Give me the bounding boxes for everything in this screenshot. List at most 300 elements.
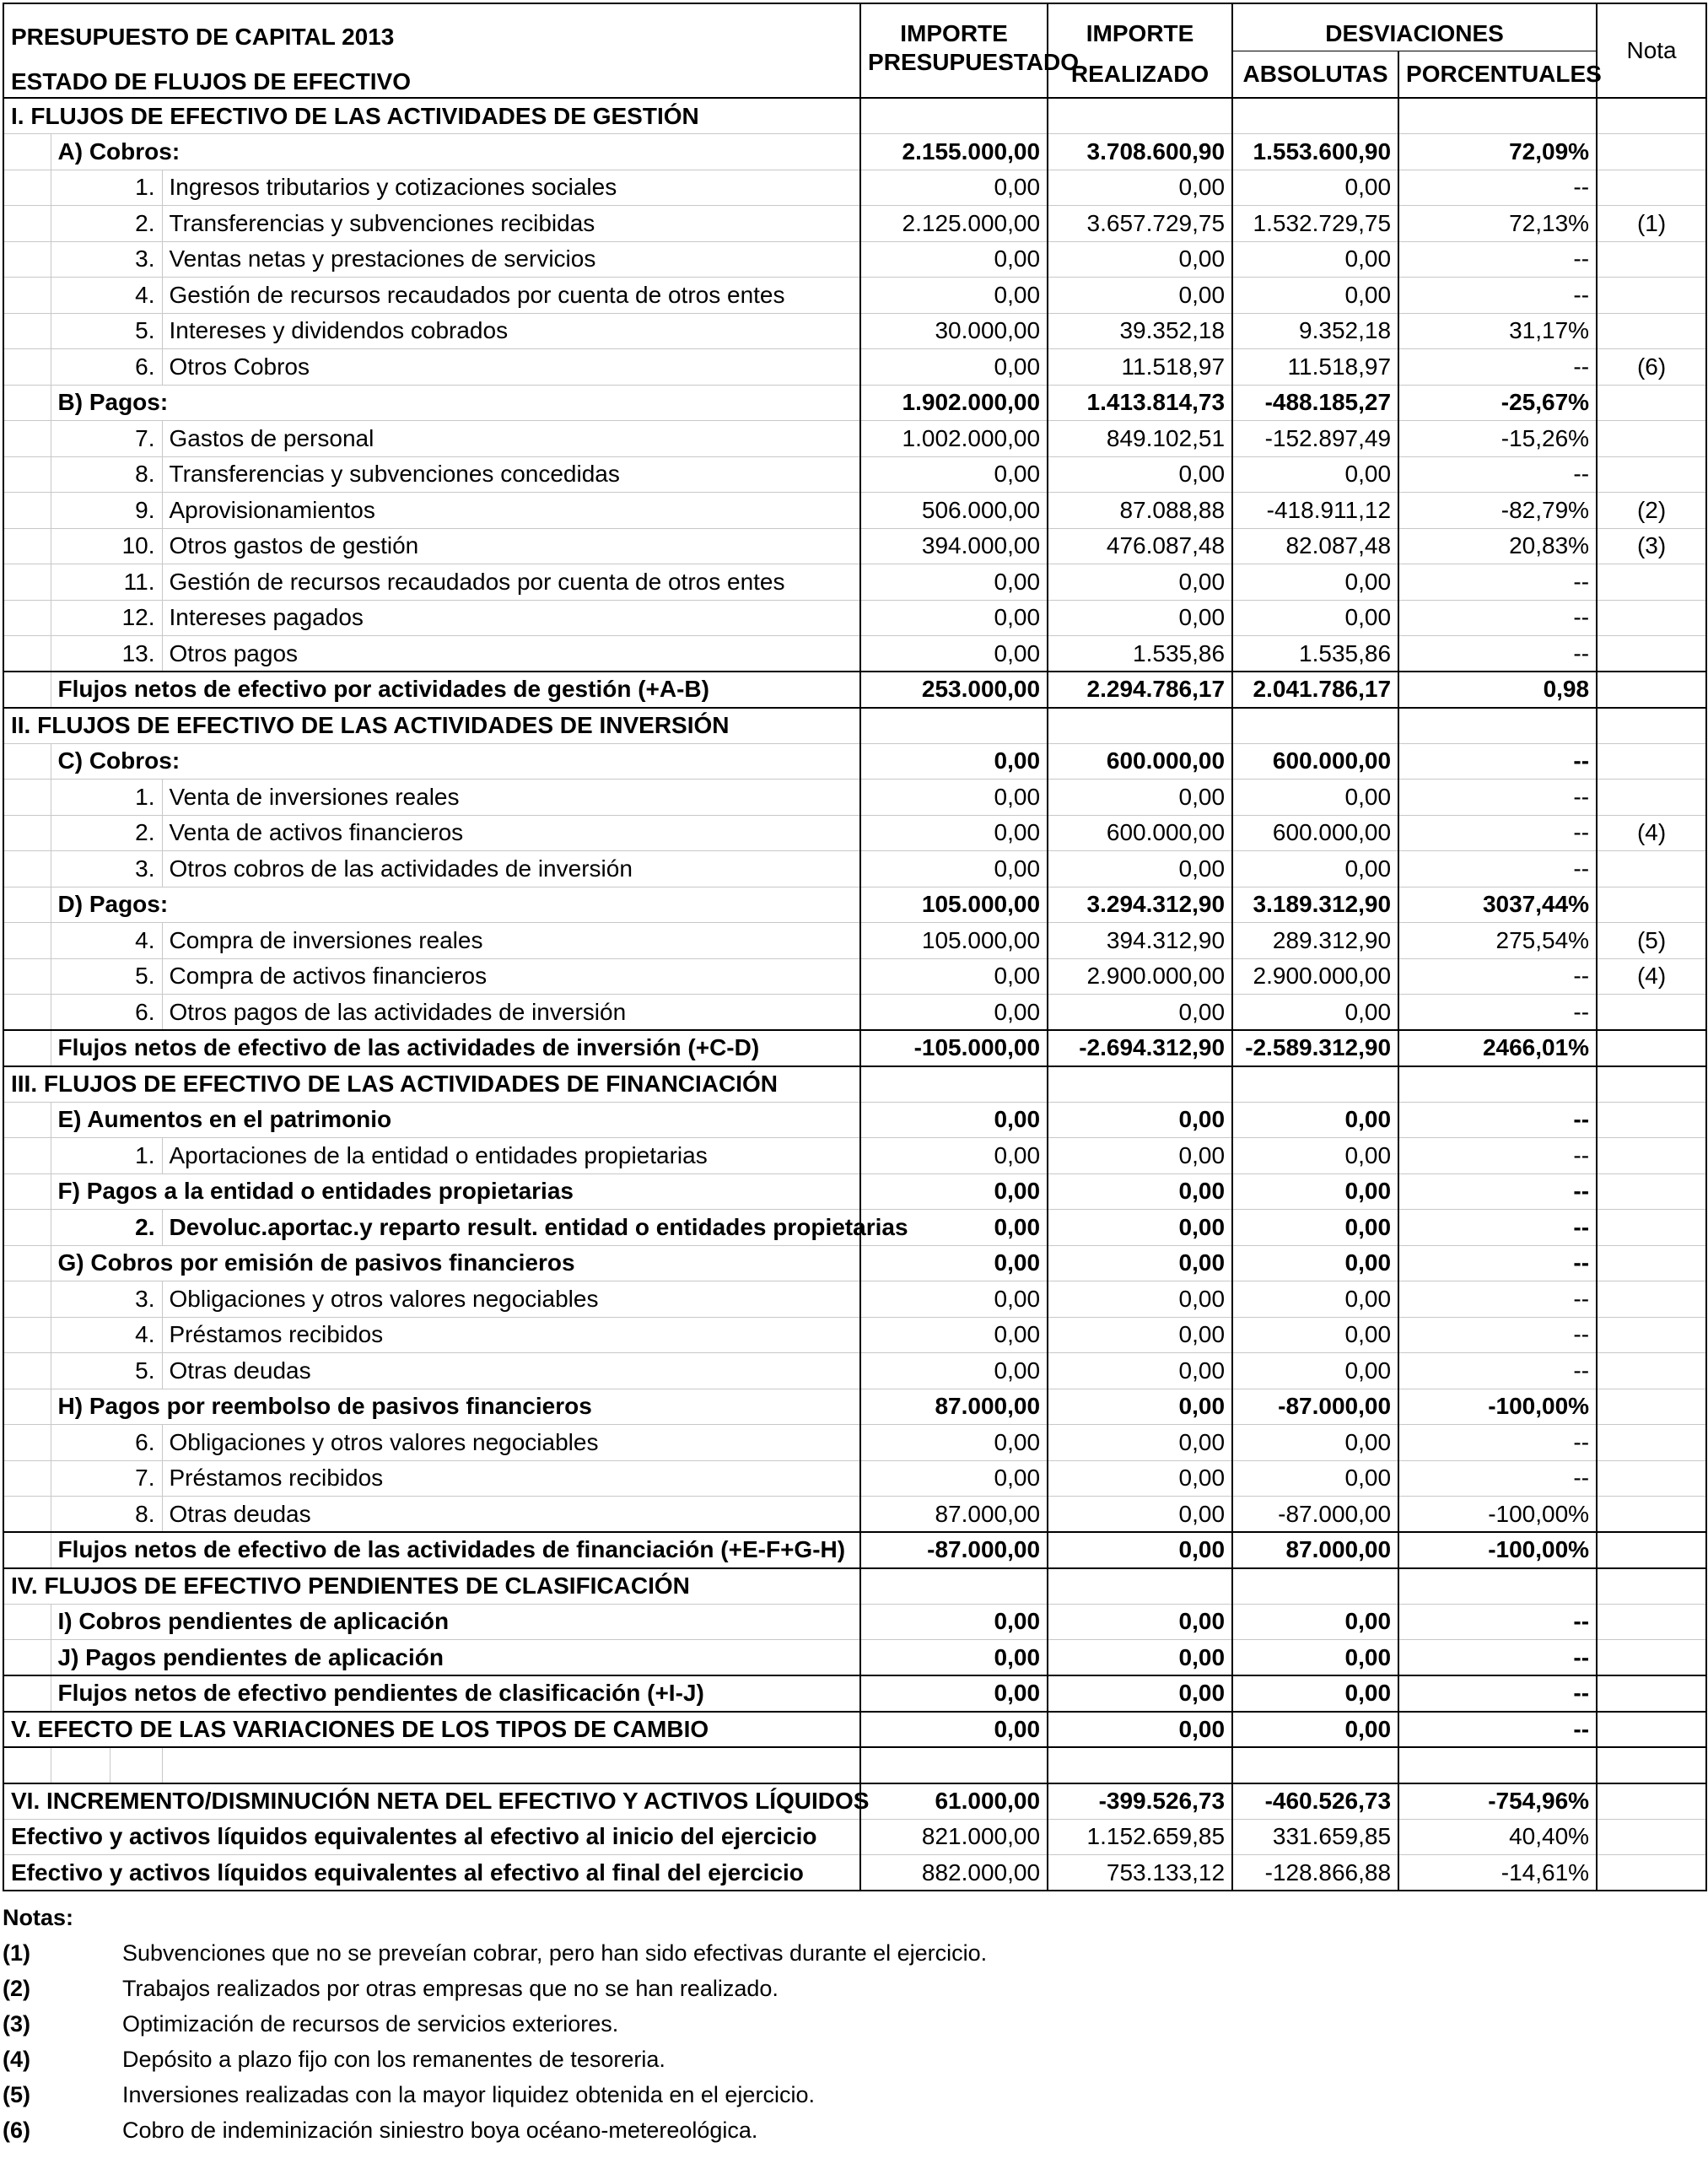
absolutas-value: 0,00 bbox=[1232, 1281, 1398, 1318]
indent-cell bbox=[3, 206, 51, 242]
absolutas-value: 0,00 bbox=[1232, 1102, 1398, 1138]
indent-cell bbox=[3, 1030, 51, 1066]
indent-cell bbox=[51, 1317, 110, 1353]
price-presupuestado-cell bbox=[860, 98, 1048, 134]
indent-cell bbox=[3, 1497, 51, 1533]
report-subtitle: ESTADO DE FLUJOS DE EFECTIVO bbox=[3, 51, 860, 98]
absolutas-value: 82.087,48 bbox=[1232, 528, 1398, 564]
indent-cell bbox=[51, 636, 110, 672]
realizado-value: 0,00 bbox=[1048, 1210, 1232, 1246]
porcentuales-value: -- bbox=[1398, 636, 1597, 672]
porcentuales-value: 275,54% bbox=[1398, 923, 1597, 959]
porcentuales-value: 72,09% bbox=[1398, 134, 1597, 170]
item-number: 3. bbox=[110, 241, 162, 278]
item-row bbox=[3, 815, 1706, 851]
realizado-value: 1.413.814,73 bbox=[1048, 385, 1232, 421]
note-key: (6) bbox=[3, 2118, 30, 2143]
presupuestado-value: 0,00 bbox=[860, 564, 1048, 601]
group-row bbox=[3, 1604, 1706, 1640]
item-number: 6. bbox=[110, 1425, 162, 1461]
item-label: Intereses y dividendos cobrados bbox=[162, 313, 860, 349]
item-label: Gastos de personal bbox=[162, 421, 860, 457]
presupuestado-value: 0,00 bbox=[860, 995, 1048, 1031]
presupuestado-value: 0,00 bbox=[860, 1640, 1048, 1676]
presupuestado-value: 0,00 bbox=[860, 1102, 1048, 1138]
note-item bbox=[3, 2006, 1689, 2042]
porcentuales-value: -100,00% bbox=[1398, 1497, 1597, 1533]
realizado-value: 0,00 bbox=[1048, 1675, 1232, 1712]
section-row bbox=[3, 708, 1706, 744]
porcentuales-value: 40,40% bbox=[1398, 1819, 1597, 1855]
indent-cell bbox=[51, 456, 110, 493]
blank-cell-3 bbox=[110, 1747, 162, 1783]
item-row bbox=[3, 349, 1706, 386]
section-value-row bbox=[3, 1712, 1706, 1748]
item-number: 5. bbox=[110, 958, 162, 995]
nota-value bbox=[1597, 1497, 1706, 1533]
group-label: B) Pagos: bbox=[51, 385, 860, 421]
nota-value bbox=[1597, 134, 1706, 170]
presupuestado-value: 0,00 bbox=[860, 1245, 1048, 1281]
presupuestado-value: 0,00 bbox=[860, 456, 1048, 493]
indent-cell bbox=[3, 1640, 51, 1676]
absolutas-value: -87.000,00 bbox=[1232, 1497, 1398, 1533]
indent-cell bbox=[3, 241, 51, 278]
net-flow-label: Flujos netos de efectivo de las actividades de inversión (+C-D) bbox=[51, 1030, 860, 1066]
porcentuales-value: -82,79% bbox=[1398, 493, 1597, 529]
porcentuales-value: -- bbox=[1398, 1245, 1597, 1281]
indent-cell bbox=[51, 564, 110, 601]
realizado-value: 0,00 bbox=[1048, 1712, 1232, 1748]
report-title: PRESUPUESTO DE CAPITAL 2013 bbox=[3, 3, 860, 51]
item-number: 8. bbox=[110, 456, 162, 493]
item-label: Préstamos recibidos bbox=[162, 1317, 860, 1353]
absolutas-value: -418.911,12 bbox=[1232, 493, 1398, 529]
section-value-row bbox=[3, 1783, 1706, 1820]
item-row bbox=[3, 278, 1706, 314]
presupuestado-value: 0,00 bbox=[860, 1712, 1048, 1748]
item-row bbox=[3, 1138, 1706, 1174]
realizado-value: 849.102,51 bbox=[1048, 421, 1232, 457]
presupuestado-value: 0,00 bbox=[860, 600, 1048, 636]
nota-value: (3) bbox=[1597, 528, 1706, 564]
abs-cell bbox=[1232, 98, 1398, 134]
porcentuales-value: -- bbox=[1398, 1317, 1597, 1353]
cash-flow-statement bbox=[3, 3, 1705, 1891]
indent-cell bbox=[3, 815, 51, 851]
note-item bbox=[3, 2042, 1689, 2077]
absolutas-value: 289.312,90 bbox=[1232, 923, 1398, 959]
blank-row bbox=[3, 1747, 1706, 1783]
item-row bbox=[3, 600, 1706, 636]
item-label: Otros gastos de gestión bbox=[162, 528, 860, 564]
nota-value bbox=[1597, 170, 1706, 206]
note-text: Subvenciones que no se preveían cobrar, pero han sido efectivas durante el ejercicio. bbox=[122, 1940, 988, 1966]
item-row bbox=[3, 1353, 1706, 1389]
group-label: D) Pagos: bbox=[51, 887, 860, 923]
realizado-value: 2.900.000,00 bbox=[1048, 958, 1232, 995]
nota-value bbox=[1597, 564, 1706, 601]
blank-nota bbox=[1597, 1747, 1706, 1783]
item-label: Obligaciones y otros valores negociables bbox=[162, 1281, 860, 1318]
presupuestado-value: 0,00 bbox=[860, 958, 1048, 995]
group-row bbox=[3, 1102, 1706, 1138]
absolutas-value: 0,00 bbox=[1232, 1675, 1398, 1712]
nota-value bbox=[1597, 743, 1706, 780]
importe-header-2: IMPORTE bbox=[1048, 3, 1232, 51]
presupuestado-value: 0,00 bbox=[860, 1281, 1048, 1318]
realizado-value: 3.294.312,90 bbox=[1048, 887, 1232, 923]
presupuestado-value: 0,00 bbox=[860, 1604, 1048, 1640]
presupuestado-value: 87.000,00 bbox=[860, 1497, 1048, 1533]
presupuestado-value: 882.000,00 bbox=[860, 1855, 1048, 1891]
note-item bbox=[3, 1971, 1689, 2006]
row-label: Efectivo y activos líquidos equivalentes al efectivo al final del ejercicio bbox=[3, 1855, 860, 1891]
row-label: VI. INCREMENTO/DISMINUCIÓN NETA DEL EFECTIVO Y ACTIVOS LÍQUIDOS bbox=[3, 1783, 860, 1820]
final-row bbox=[3, 1819, 1706, 1855]
nota-value bbox=[1597, 1210, 1706, 1246]
indent-cell bbox=[3, 1245, 51, 1281]
presupuestado-value: 87.000,00 bbox=[860, 1389, 1048, 1425]
realizado-value: -2.694.312,90 bbox=[1048, 1030, 1232, 1066]
indent-cell bbox=[3, 1460, 51, 1497]
blank-abs bbox=[1232, 1747, 1398, 1783]
absolutas-value: 0,00 bbox=[1232, 1317, 1398, 1353]
porcentuales-value: -- bbox=[1398, 958, 1597, 995]
porcentuales-value: -- bbox=[1398, 1353, 1597, 1389]
pct-cell bbox=[1398, 98, 1597, 134]
price-presupuestado-cell bbox=[860, 1568, 1048, 1605]
indent-cell bbox=[3, 1210, 51, 1246]
nota-value bbox=[1597, 1245, 1706, 1281]
porcentuales-value: -- bbox=[1398, 456, 1597, 493]
realizado-value: 0,00 bbox=[1048, 780, 1232, 816]
absolutas-value: 600.000,00 bbox=[1232, 815, 1398, 851]
presupuestado-header: PRESUPUESTADO bbox=[860, 51, 1048, 98]
indent-cell bbox=[51, 1353, 110, 1389]
presupuestado-value: 0,00 bbox=[860, 743, 1048, 780]
indent-cell bbox=[51, 851, 110, 887]
realizado-value: -399.526,73 bbox=[1048, 1783, 1232, 1820]
nota-value: (6) bbox=[1597, 349, 1706, 386]
item-number: 2. bbox=[110, 206, 162, 242]
presupuestado-value: 0,00 bbox=[860, 1138, 1048, 1174]
item-number: 1. bbox=[110, 780, 162, 816]
item-number: 9. bbox=[110, 493, 162, 529]
realizado-value: 0,00 bbox=[1048, 600, 1232, 636]
note-text: Inversiones realizadas con la mayor liquidez obtenida en el ejercicio. bbox=[122, 2082, 815, 2107]
presupuestado-value: -105.000,00 bbox=[860, 1030, 1048, 1066]
porcentuales-value: 31,17% bbox=[1398, 313, 1597, 349]
presupuestado-value: 0,00 bbox=[860, 241, 1048, 278]
absolutas-value: 0,00 bbox=[1232, 1210, 1398, 1246]
net-flow-row bbox=[3, 1030, 1706, 1066]
indent-cell bbox=[3, 1138, 51, 1174]
indent-cell bbox=[3, 349, 51, 386]
item-label: Ingresos tributarios y cotizaciones sociales bbox=[162, 170, 860, 206]
nota-value: (2) bbox=[1597, 493, 1706, 529]
indent-cell bbox=[3, 743, 51, 780]
indent-cell bbox=[51, 1210, 110, 1246]
blank-pct bbox=[1398, 1747, 1597, 1783]
indent-cell bbox=[51, 1425, 110, 1461]
nota-value bbox=[1597, 1640, 1706, 1676]
note-text: Cobro de indeminización siniestro boya océano-metereológica. bbox=[122, 2118, 758, 2143]
pct-cell bbox=[1398, 1066, 1597, 1103]
nota-value bbox=[1597, 1783, 1706, 1820]
indent-cell bbox=[51, 493, 110, 529]
price-realizado-cell bbox=[1048, 1568, 1232, 1605]
presupuestado-value: 0,00 bbox=[860, 1353, 1048, 1389]
presupuestado-value: 30.000,00 bbox=[860, 313, 1048, 349]
realizado-value: 0,00 bbox=[1048, 851, 1232, 887]
note-key: (3) bbox=[3, 2011, 30, 2037]
nota-value bbox=[1597, 1353, 1706, 1389]
nota-cell bbox=[1597, 1568, 1706, 1605]
indent-cell bbox=[51, 815, 110, 851]
importe-header-1: IMPORTE bbox=[860, 3, 1048, 51]
presupuestado-value: 0,00 bbox=[860, 636, 1048, 672]
porcentuales-value: 3037,44% bbox=[1398, 887, 1597, 923]
presupuestado-value: 394.000,00 bbox=[860, 528, 1048, 564]
nota-value bbox=[1597, 1281, 1706, 1318]
presupuestado-value: 0,00 bbox=[860, 1210, 1048, 1246]
absolutas-value: 0,00 bbox=[1232, 1712, 1398, 1748]
presupuestado-value: 0,00 bbox=[860, 815, 1048, 851]
item-label: Otros Cobros bbox=[162, 349, 860, 386]
nota-value bbox=[1597, 456, 1706, 493]
porcentuales-value: -- bbox=[1398, 170, 1597, 206]
item-label: Transferencias y subvenciones concedidas bbox=[162, 456, 860, 493]
item-label: Préstamos recibidos bbox=[162, 1460, 860, 1497]
indent-cell bbox=[3, 1353, 51, 1389]
presupuestado-value: 0,00 bbox=[860, 851, 1048, 887]
absolutas-value: 0,00 bbox=[1232, 564, 1398, 601]
note-key: (5) bbox=[3, 2082, 30, 2107]
item-row bbox=[3, 241, 1706, 278]
realizado-value: 476.087,48 bbox=[1048, 528, 1232, 564]
nota-value bbox=[1597, 636, 1706, 672]
indent-cell bbox=[51, 528, 110, 564]
item-row bbox=[3, 528, 1706, 564]
item-label: Ventas netas y prestaciones de servicios bbox=[162, 241, 860, 278]
item-row bbox=[3, 1281, 1706, 1318]
indent-cell bbox=[3, 1389, 51, 1425]
absolutas-value: -2.589.312,90 bbox=[1232, 1030, 1398, 1066]
presupuestado-value: 506.000,00 bbox=[860, 493, 1048, 529]
realizado-value: 0,00 bbox=[1048, 1138, 1232, 1174]
indent-cell bbox=[3, 1532, 51, 1568]
absolutas-header: ABSOLUTAS bbox=[1232, 51, 1398, 98]
item-number: 2. bbox=[110, 1210, 162, 1246]
realizado-value: 0,00 bbox=[1048, 1425, 1232, 1461]
nota-value bbox=[1597, 1532, 1706, 1568]
nota-cell bbox=[1597, 98, 1706, 134]
presupuestado-value: 0,00 bbox=[860, 349, 1048, 386]
presupuestado-value: 0,00 bbox=[860, 1425, 1048, 1461]
blank-cell-1 bbox=[3, 1747, 51, 1783]
nota-value bbox=[1597, 421, 1706, 457]
item-row bbox=[3, 636, 1706, 672]
item-number: 1. bbox=[110, 1138, 162, 1174]
realizado-value: 0,00 bbox=[1048, 1532, 1232, 1568]
porcentuales-value: -25,67% bbox=[1398, 385, 1597, 421]
porcentuales-value: -- bbox=[1398, 1640, 1597, 1676]
absolutas-value: 0,00 bbox=[1232, 600, 1398, 636]
item-number: 6. bbox=[110, 995, 162, 1031]
nota-value bbox=[1597, 1712, 1706, 1748]
indent-cell bbox=[3, 672, 51, 708]
indent-cell bbox=[51, 958, 110, 995]
absolutas-value: -460.526,73 bbox=[1232, 1783, 1398, 1820]
item-number: 11. bbox=[110, 564, 162, 601]
porcentuales-value: -- bbox=[1398, 815, 1597, 851]
indent-cell bbox=[51, 780, 110, 816]
realizado-value: 0,00 bbox=[1048, 170, 1232, 206]
indent-cell bbox=[3, 995, 51, 1031]
porcentuales-value: -- bbox=[1398, 1712, 1597, 1748]
item-number: 8. bbox=[110, 1497, 162, 1533]
group-row bbox=[3, 385, 1706, 421]
realizado-value: 0,00 bbox=[1048, 564, 1232, 601]
indent-cell bbox=[3, 1102, 51, 1138]
group-row bbox=[3, 134, 1706, 170]
absolutas-value: 0,00 bbox=[1232, 1425, 1398, 1461]
item-row bbox=[3, 456, 1706, 493]
group-row bbox=[3, 887, 1706, 923]
item-number: 4. bbox=[110, 923, 162, 959]
indent-cell bbox=[51, 206, 110, 242]
pct-cell bbox=[1398, 708, 1597, 744]
indent-cell bbox=[3, 1425, 51, 1461]
nota-value bbox=[1597, 241, 1706, 278]
presupuestado-value: 105.000,00 bbox=[860, 887, 1048, 923]
absolutas-value: 0,00 bbox=[1232, 1138, 1398, 1174]
absolutas-value: 0,00 bbox=[1232, 1173, 1398, 1210]
row-label: V. EFECTO DE LAS VARIACIONES DE LOS TIPOS DE CAMBIO bbox=[3, 1712, 860, 1748]
absolutas-value: 0,00 bbox=[1232, 278, 1398, 314]
porcentuales-value: -- bbox=[1398, 349, 1597, 386]
net-flow-label: Flujos netos de efectivo de las actividades de financiación (+E-F+G-H) bbox=[51, 1532, 860, 1568]
nota-value bbox=[1597, 1173, 1706, 1210]
item-number: 5. bbox=[110, 313, 162, 349]
note-text: Trabajos realizados por otras empresas que no se han realizado. bbox=[122, 1976, 779, 2001]
absolutas-value: 11.518,97 bbox=[1232, 349, 1398, 386]
nota-value bbox=[1597, 780, 1706, 816]
table-body bbox=[3, 98, 1706, 1891]
porcentuales-value: -- bbox=[1398, 780, 1597, 816]
absolutas-value: 9.352,18 bbox=[1232, 313, 1398, 349]
item-number: 3. bbox=[110, 1281, 162, 1318]
porcentuales-value: -- bbox=[1398, 1281, 1597, 1318]
absolutas-value: 0,00 bbox=[1232, 241, 1398, 278]
indent-cell bbox=[3, 923, 51, 959]
price-presupuestado-cell bbox=[860, 708, 1048, 744]
note-key: (2) bbox=[3, 1976, 30, 2001]
final-row bbox=[3, 1855, 1706, 1891]
item-label: Venta de inversiones reales bbox=[162, 780, 860, 816]
porcentuales-value: -100,00% bbox=[1398, 1532, 1597, 1568]
presupuestado-value: 0,00 bbox=[860, 1460, 1048, 1497]
item-label: Compra de inversiones reales bbox=[162, 923, 860, 959]
presupuestado-value: 0,00 bbox=[860, 1173, 1048, 1210]
porcentuales-value: 2466,01% bbox=[1398, 1030, 1597, 1066]
note-item bbox=[3, 2112, 1689, 2148]
item-row bbox=[3, 851, 1706, 887]
group-row bbox=[3, 743, 1706, 780]
presupuestado-value: 0,00 bbox=[860, 1317, 1048, 1353]
item-label: Aprovisionamientos bbox=[162, 493, 860, 529]
absolutas-value: 331.659,85 bbox=[1232, 1819, 1398, 1855]
group-label: E) Aumentos en el patrimonio bbox=[51, 1102, 860, 1138]
realizado-value: 87.088,88 bbox=[1048, 493, 1232, 529]
price-presupuestado-cell bbox=[860, 1066, 1048, 1103]
item-row bbox=[3, 958, 1706, 995]
absolutas-value: 0,00 bbox=[1232, 1245, 1398, 1281]
indent-cell bbox=[3, 456, 51, 493]
absolutas-value: -488.185,27 bbox=[1232, 385, 1398, 421]
realizado-value: 0,00 bbox=[1048, 1604, 1232, 1640]
item-number: 4. bbox=[110, 1317, 162, 1353]
indent-cell bbox=[3, 1604, 51, 1640]
note-text: Optimización de recursos de servicios exteriores. bbox=[122, 2011, 619, 2037]
nota-value: (1) bbox=[1597, 206, 1706, 242]
absolutas-value: 0,00 bbox=[1232, 780, 1398, 816]
item-row bbox=[3, 780, 1706, 816]
indent-cell bbox=[3, 958, 51, 995]
net-flow-row bbox=[3, 672, 1706, 708]
item-label: Otros pagos bbox=[162, 636, 860, 672]
indent-cell bbox=[3, 636, 51, 672]
presupuestado-value: 1.002.000,00 bbox=[860, 421, 1048, 457]
realizado-value: 0,00 bbox=[1048, 1317, 1232, 1353]
group-row bbox=[3, 1173, 1706, 1210]
item-row bbox=[3, 564, 1706, 601]
item-row bbox=[3, 313, 1706, 349]
notes-list bbox=[3, 1935, 1689, 2148]
item-label: Gestión de recursos recaudados por cuenta de otros entes bbox=[162, 278, 860, 314]
realizado-value: 0,00 bbox=[1048, 1173, 1232, 1210]
indent-cell bbox=[3, 493, 51, 529]
porcentuales-value: -100,00% bbox=[1398, 1389, 1597, 1425]
porcentuales-value: -15,26% bbox=[1398, 421, 1597, 457]
presupuestado-value: 0,00 bbox=[860, 1675, 1048, 1712]
item-number: 12. bbox=[110, 600, 162, 636]
porcentuales-value: -- bbox=[1398, 241, 1597, 278]
item-row bbox=[3, 170, 1706, 206]
absolutas-value: 2.900.000,00 bbox=[1232, 958, 1398, 995]
indent-cell bbox=[3, 278, 51, 314]
presupuestado-value: 61.000,00 bbox=[860, 1783, 1048, 1820]
indent-cell bbox=[3, 1317, 51, 1353]
realizado-value: 0,00 bbox=[1048, 1353, 1232, 1389]
nota-value bbox=[1597, 1460, 1706, 1497]
section-label: IV. FLUJOS DE EFECTIVO PENDIENTES DE CLASIFICACIÓN bbox=[3, 1568, 860, 1605]
indent-cell bbox=[51, 923, 110, 959]
realizado-value: 0,00 bbox=[1048, 1460, 1232, 1497]
nota-value bbox=[1597, 313, 1706, 349]
note-key: (4) bbox=[3, 2047, 30, 2072]
item-number: 10. bbox=[110, 528, 162, 564]
nota-value bbox=[1597, 385, 1706, 421]
indent-cell bbox=[3, 170, 51, 206]
net-flow-label: Flujos netos de efectivo por actividades de gestión (+A-B) bbox=[51, 672, 860, 708]
note-key: (1) bbox=[3, 1940, 30, 1966]
pct-cell bbox=[1398, 1568, 1597, 1605]
nota-value bbox=[1597, 1389, 1706, 1425]
indent-cell bbox=[51, 1497, 110, 1533]
item-row bbox=[3, 1425, 1706, 1461]
